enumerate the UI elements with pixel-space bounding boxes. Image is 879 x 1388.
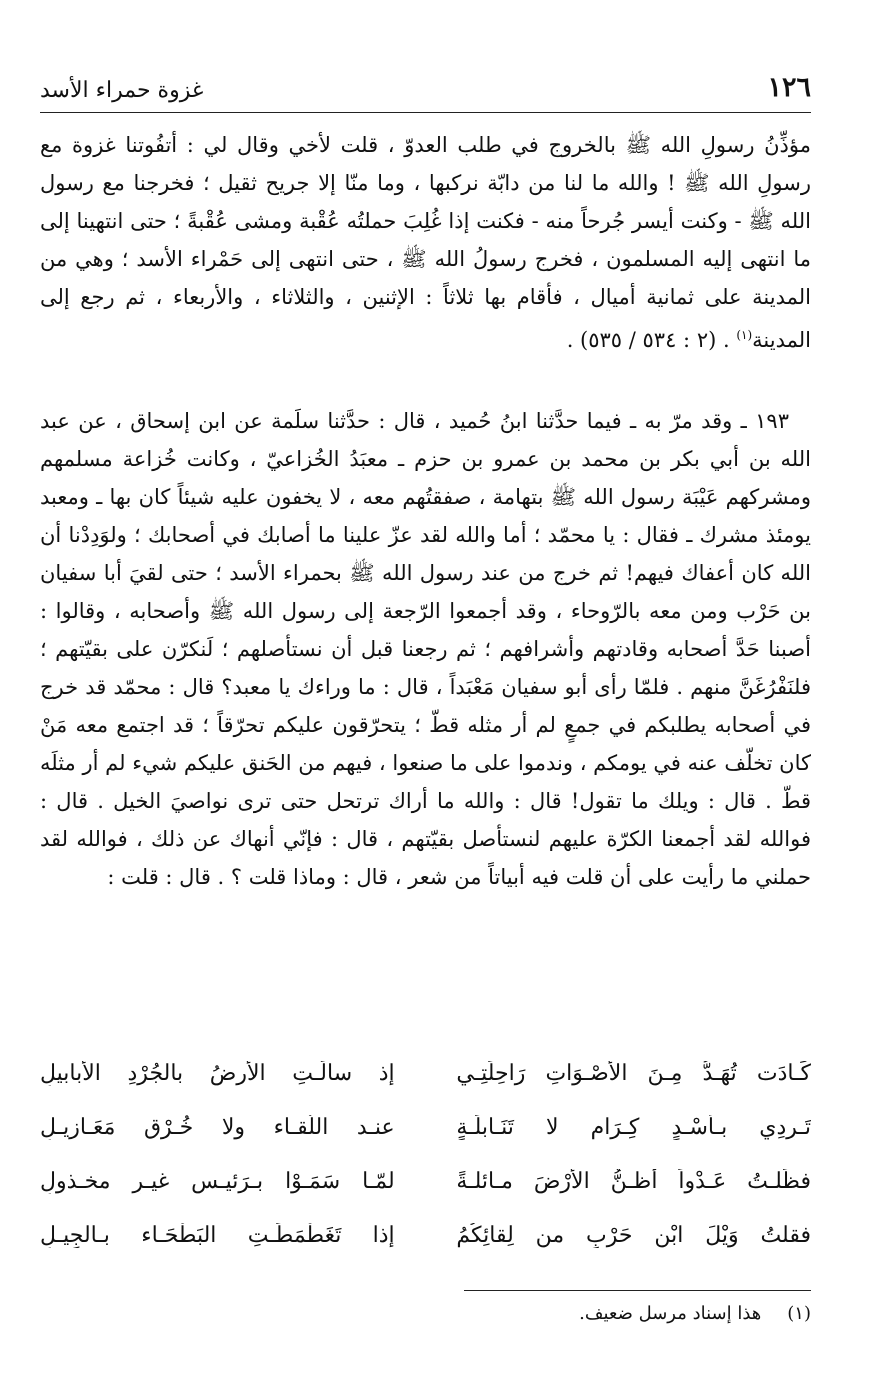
- poem: [40, 1046, 811, 1262]
- verse-second-hemistich: عنـد اللّقـاء ولا خُـرْقٍ مَعَـازيـلِ: [40, 1114, 395, 1140]
- verse-first-hemistich: كَـادَت تُهَـدُّ مِـنَ الأَصْـوَاتِ رَاحِلَتِـي: [456, 1060, 811, 1086]
- verse-first-hemistich: تَـرِدِي بـأسْـدٍ كِـرَام لا تَنَـابلَـةٍ: [456, 1114, 811, 1140]
- paragraph-1-text: مؤذِّنُ رسولِ الله ﷺ بالخروج في طلب العدوّ ، قلت لأخي وقال لي : أتفُوتنا غزوة مع رسولِ الله ﷺ ! والله ما لنا من دابّة نركبها ، وما منّا إلا جريح ثقيل ؛ فخرجنا مع رسول الله ﷺ - وكنت أيسر جُرحاً منه - فكنت إذا غُلِبَ حملتُه عُقْبة ومشى عُقْبةً ؛ حتى انتهينا إلى ما انتهى إليه المسلمون ، فخرج رسولُ الله ﷺ ، حتى انتهى إلى حَمْراء الأسد ؛ وهي من المدينة على ثمانية أميال ، فأقام بها ثلاثاً : الإثنين ، والثلاثاء ، والأربعاء ، ثم رجع إلى المدينة: [40, 133, 811, 352]
- paragraph-1: [40, 126, 811, 359]
- verse-second-hemistich: إذ سالَـتِ الأرضُ بالجُرْدِ الأبابيلِ: [40, 1060, 395, 1086]
- verse-second-hemistich: لمّـا سَمَـوْا بـرَئيـسٍ غيـرِ مخـذولِ: [40, 1168, 395, 1194]
- verse: [40, 1208, 811, 1262]
- page-number: ١٢٦: [767, 72, 811, 103]
- verse-second-hemistich: إذا تَغَطْمَطَـتِ البَطْحَـاء بـالجِيـلِ: [40, 1222, 395, 1248]
- verse: [40, 1154, 811, 1208]
- footnote-divider: [464, 1290, 811, 1291]
- running-title: غزوة حمراء الأسد: [40, 78, 204, 103]
- verse-first-hemistich: فقلتُ وَيْلَ ابْنِ حَرْبٍ من لِقائِكُمُ: [456, 1222, 811, 1248]
- paragraph-2-text: ١٩٣ ـ وقد مرّ به ـ فيما حدَّثنا ابنُ حُميد ، قال : حدَّثنا سلَمة عن ابن إسحاق ، عن عبد الله بن أبي بكر بن محمد بن عمرو بن حزم ـ معبَدُ الخُزاعيّ ، وكانت خُزاعة مسلمهم ومشركهم عَيْبَة رسول الله ﷺ بتهامة ، صفقتُهم معه ، لا يخفون عليه شيئاً كان بها ـ ومعبد يومئذ مشرك ـ فقال : يا محمّد ؛ أما والله لقد عزّ علينا ما أصابك في أصحابك ؛ ولوَدِدْنا أن الله كان أعفاك فيهم! ثم خرج من عند رسول الله ﷺ بحمراء الأسد ؛ حتى لقيَ أبا سفيان بن حَرْب ومن معه بالرّوحاء ، وقد أجمعوا الرّجعة إلى رسول الله ﷺ وأصحابه ، وقالوا : أصبنا حَدَّ أصحابه وقادتهم وأشرافهم ؛ ثم رجعنا قبل أن نستأصلهم ؛ لَنكرّن على بقيّتهم ؛ فلنَفْرُغَنَّ منهم . فلمّا رأى أبو سفيان مَعْبَداً ، قال : ما وراءك يا معبد؟ قال : محمّد قد خرج في أصحابه يطلبكم في جمعٍ لم أر مثله قطّ ؛ يتحرّقون عليكم تحرّقاً ؛ قد اجتمع معه مَنْ كان تخلّف عنه في يومكم ، وندموا على ما صنعوا ، فيهم من الحَنق عليكم شيء لم أر مثلَه قطّ . قال : ويلك ما تقول! قال : والله ما أراك ترتحل حتى ترى نواصيَ الخيل . قال : فوالله لقد أجمعنا الكرّة عليهم لنستأصل بقيّتهم ، قال : فإنّي أنهاك عن ذلك ، فوالله لقد حملني ما رأيت على أن قلت فيه أبياتاً من شعر ، قال : وماذا قلت ؟ . قال : قلت :: [40, 409, 811, 889]
- verse-first-hemistich: فظَلـتُ عَـدْواً أظـنُّ الأرْضَ مـائلـةً: [456, 1168, 811, 1194]
- page-header: [40, 72, 811, 113]
- verse: [40, 1100, 811, 1154]
- footnote-number: (١): [787, 1303, 811, 1324]
- citation: . (٢ : ٥٣٤ / ٥٣٥) .: [566, 328, 730, 352]
- footnote-text: هذا إسناد مرسل ضعيف.: [579, 1303, 762, 1324]
- paragraph-2: [40, 402, 811, 896]
- footnote-reference: (١): [736, 328, 753, 342]
- verse: [40, 1046, 811, 1100]
- footnote: [40, 1300, 811, 1328]
